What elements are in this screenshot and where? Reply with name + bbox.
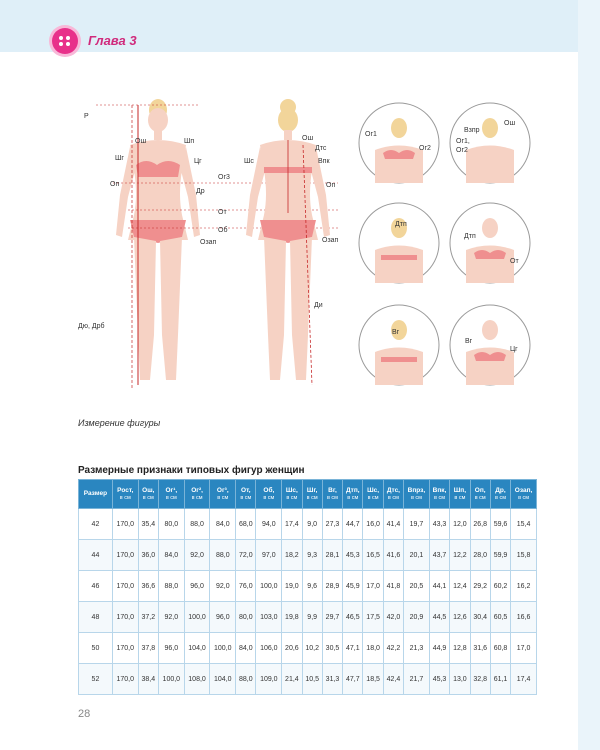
table-cell: 37,8	[138, 633, 158, 664]
table-cell: 60,5	[490, 602, 510, 633]
table-cell: 36,6	[138, 571, 158, 602]
table-cell: 100,0	[210, 633, 236, 664]
table-cell: 44,9	[429, 633, 449, 664]
table-cell: 80,0	[236, 602, 256, 633]
svg-text:Об: Об	[218, 227, 228, 234]
table-cell: 28,1	[322, 540, 342, 571]
table-cell: 28,0	[470, 540, 490, 571]
table-cell: 41,6	[383, 540, 403, 571]
table-cell: 18,2	[282, 540, 302, 571]
table-cell: 30,5	[322, 633, 342, 664]
table-cell: 43,7	[429, 540, 449, 571]
table-cell: 32,8	[470, 664, 490, 695]
table-cell: 44	[79, 540, 113, 571]
table-cell: 10,5	[302, 664, 322, 695]
table-cell: 29,7	[322, 602, 342, 633]
table-cell: 88,0	[158, 571, 184, 602]
svg-text:От: От	[218, 209, 227, 216]
table-cell: 45,9	[343, 571, 363, 602]
table-cell: 108,0	[184, 664, 210, 695]
table-cell: 84,0	[236, 633, 256, 664]
column-header: Шс, в см	[282, 480, 302, 509]
column-header: Об, в см	[256, 480, 282, 509]
svg-text:Озап: Озап	[322, 237, 339, 244]
table-cell: 17,5	[363, 602, 383, 633]
table-cell: 43,3	[429, 509, 449, 540]
table-cell: 37,2	[138, 602, 158, 633]
table-cell: 19,7	[404, 509, 430, 540]
table-cell: 42,4	[383, 664, 403, 695]
table-cell: 17,4	[511, 664, 537, 695]
table-cell: 12,6	[450, 602, 470, 633]
table-cell: 97,0	[256, 540, 282, 571]
table-cell: 60,8	[490, 633, 510, 664]
svg-text:Дю, Дрб: Дю, Дрб	[78, 323, 105, 330]
table-cell: 28,9	[322, 571, 342, 602]
column-header: Ог¹, в см	[158, 480, 184, 509]
table-cell: 20,5	[404, 571, 430, 602]
table-cell: 21,4	[282, 664, 302, 695]
svg-text:Цг: Цг	[510, 346, 518, 353]
svg-text:Ош: Ош	[302, 135, 314, 142]
column-header: Впк, в см	[429, 480, 449, 509]
svg-text:Впк: Впк	[318, 158, 330, 165]
table-cell: 15,4	[511, 509, 537, 540]
table-cell: 59,6	[490, 509, 510, 540]
table-cell: 26,8	[470, 509, 490, 540]
svg-text:Оп: Оп	[326, 182, 336, 189]
size-table	[78, 479, 537, 695]
table-cell: 18,0	[363, 633, 383, 664]
table-cell: 44,5	[429, 602, 449, 633]
table-cell: 36,0	[138, 540, 158, 571]
table-cell: 20,1	[404, 540, 430, 571]
table-cell: 88,0	[236, 664, 256, 695]
table-cell: 68,0	[236, 509, 256, 540]
table-cell: 12,4	[450, 571, 470, 602]
table-cell: 104,0	[184, 633, 210, 664]
table-row	[79, 633, 537, 664]
table-cell: 170,0	[112, 664, 138, 695]
svg-text:Озап: Озап	[200, 239, 217, 246]
table-cell: 94,0	[256, 509, 282, 540]
page-side-band	[578, 0, 600, 750]
table-cell: 16,5	[363, 540, 383, 571]
column-header: Шс, в см	[363, 480, 383, 509]
table-cell: 46,5	[343, 602, 363, 633]
table-cell: 72,0	[236, 540, 256, 571]
table-cell: 35,4	[138, 509, 158, 540]
table-cell: 76,0	[236, 571, 256, 602]
svg-text:От: От	[510, 258, 519, 265]
table-row	[79, 602, 537, 633]
svg-text:Дтп: Дтп	[464, 233, 476, 240]
measurement-figure	[78, 95, 538, 405]
table-cell: 88,0	[184, 509, 210, 540]
svg-text:Шп: Шп	[184, 138, 195, 145]
table-cell: 38,4	[138, 664, 158, 695]
table-cell: 42,0	[383, 602, 403, 633]
table-cell: 96,0	[210, 602, 236, 633]
table-cell: 13,0	[450, 664, 470, 695]
table-cell: 106,0	[256, 633, 282, 664]
svg-text:Ог1: Ог1	[365, 131, 377, 138]
table-cell: 47,1	[343, 633, 363, 664]
table-cell: 50	[79, 633, 113, 664]
table-cell: 45,3	[343, 540, 363, 571]
back-figure	[244, 99, 339, 385]
table-cell: 9,9	[302, 602, 322, 633]
table-cell: 9,6	[302, 571, 322, 602]
svg-text:Р: Р	[84, 113, 89, 120]
column-header: Ог³, в см	[210, 480, 236, 509]
table-row	[79, 664, 537, 695]
column-header: Озап, в см	[511, 480, 537, 509]
column-header: Оп, в см	[470, 480, 490, 509]
svg-text:Цг: Цг	[194, 158, 202, 165]
table-cell: 19,0	[282, 571, 302, 602]
column-header: Дтс, в см	[383, 480, 403, 509]
column-header: Вг, в см	[322, 480, 342, 509]
column-header: От, в см	[236, 480, 256, 509]
svg-text:Ог3: Ог3	[218, 174, 230, 181]
table-cell: 12,8	[450, 633, 470, 664]
table-cell: 61,1	[490, 664, 510, 695]
table-cell: 31,6	[470, 633, 490, 664]
column-header: Впрз, в см	[404, 480, 430, 509]
table-cell: 42,2	[383, 633, 403, 664]
page-number: 28	[78, 708, 91, 720]
table-cell: 27,3	[322, 509, 342, 540]
table-row	[79, 509, 537, 540]
table-cell: 48	[79, 602, 113, 633]
table-cell: 16,0	[363, 509, 383, 540]
svg-text:Шг: Шг	[115, 155, 124, 162]
table-cell: 170,0	[112, 509, 138, 540]
table-cell: 92,0	[210, 571, 236, 602]
table-cell: 15,8	[511, 540, 537, 571]
table-cell: 104,0	[210, 664, 236, 695]
table-cell: 9,3	[302, 540, 322, 571]
table-title: Размерные признаки типовых фигур женщин	[78, 465, 305, 476]
table-cell: 80,0	[158, 509, 184, 540]
button-logo-icon	[52, 28, 78, 54]
svg-text:Ош: Ош	[135, 138, 147, 145]
table-cell: 47,7	[343, 664, 363, 695]
table-cell: 20,9	[404, 602, 430, 633]
svg-text:Вг: Вг	[392, 329, 400, 336]
table-cell: 18,5	[363, 664, 383, 695]
table-cell: 60,2	[490, 571, 510, 602]
table-cell: 46	[79, 571, 113, 602]
table-cell: 12,2	[450, 540, 470, 571]
table-cell: 41,4	[383, 509, 403, 540]
table-cell: 44,1	[429, 571, 449, 602]
table-cell: 52	[79, 664, 113, 695]
column-header: Ош, в см	[138, 480, 158, 509]
svg-text:Оп: Оп	[110, 181, 120, 188]
table-cell: 96,0	[184, 571, 210, 602]
chapter-title: Глава 3	[88, 33, 137, 48]
table-cell: 16,6	[511, 602, 537, 633]
table-cell: 84,0	[158, 540, 184, 571]
table-cell: 96,0	[158, 633, 184, 664]
table-cell: 16,2	[511, 571, 537, 602]
table-header-row	[79, 480, 537, 509]
table-cell: 100,0	[184, 602, 210, 633]
column-header: Шп, в см	[450, 480, 470, 509]
table-cell: 19,8	[282, 602, 302, 633]
table-cell: 45,3	[429, 664, 449, 695]
column-header: Рост, в см	[112, 480, 138, 509]
table-cell: 170,0	[112, 571, 138, 602]
column-header: Размер	[79, 480, 113, 509]
table-cell: 21,3	[404, 633, 430, 664]
table-cell: 100,0	[256, 571, 282, 602]
table-cell: 103,0	[256, 602, 282, 633]
column-header: Др, в см	[490, 480, 510, 509]
table-cell: 17,0	[363, 571, 383, 602]
svg-text:Ог1,: Ог1,	[456, 138, 470, 145]
svg-text:Ог2: Ог2	[456, 147, 468, 154]
figure-caption: Измерение фигуры	[78, 418, 161, 428]
table-cell: 10,2	[302, 633, 322, 664]
table-cell: 12,0	[450, 509, 470, 540]
table-cell: 17,4	[282, 509, 302, 540]
svg-text:Ди: Ди	[314, 302, 323, 309]
table-cell: 17,0	[511, 633, 537, 664]
table-row	[79, 540, 537, 571]
table-cell: 100,0	[158, 664, 184, 695]
table-cell: 59,9	[490, 540, 510, 571]
svg-text:Дтс: Дтс	[315, 145, 327, 152]
column-header: Дтп, в см	[343, 480, 363, 509]
table-row	[79, 571, 537, 602]
svg-text:Вг: Вг	[465, 338, 473, 345]
svg-text:Ош: Ош	[504, 120, 516, 127]
table-cell: 170,0	[112, 540, 138, 571]
detail-circles	[359, 103, 530, 385]
table-cell: 88,0	[210, 540, 236, 571]
table-cell: 9,0	[302, 509, 322, 540]
table-cell: 92,0	[184, 540, 210, 571]
column-header: Ог², в см	[184, 480, 210, 509]
table-cell: 41,8	[383, 571, 403, 602]
svg-text:Дтп: Дтп	[395, 221, 407, 228]
table-body	[79, 509, 537, 695]
svg-text:Др: Др	[196, 188, 205, 195]
table-cell: 84,0	[210, 509, 236, 540]
table-cell: 92,0	[158, 602, 184, 633]
table-cell: 170,0	[112, 633, 138, 664]
svg-text:Ог2: Ог2	[419, 145, 431, 152]
table-cell: 20,6	[282, 633, 302, 664]
table-cell: 31,3	[322, 664, 342, 695]
table-cell: 21,7	[404, 664, 430, 695]
table-cell: 30,4	[470, 602, 490, 633]
table-cell: 42	[79, 509, 113, 540]
svg-text:Шс: Шс	[244, 158, 254, 165]
page-header	[0, 0, 578, 52]
table-cell: 29,2	[470, 571, 490, 602]
svg-text:Взпр: Взпр	[464, 127, 480, 134]
table-cell: 109,0	[256, 664, 282, 695]
column-header: Шг, в см	[302, 480, 322, 509]
table-cell: 44,7	[343, 509, 363, 540]
table-cell: 170,0	[112, 602, 138, 633]
